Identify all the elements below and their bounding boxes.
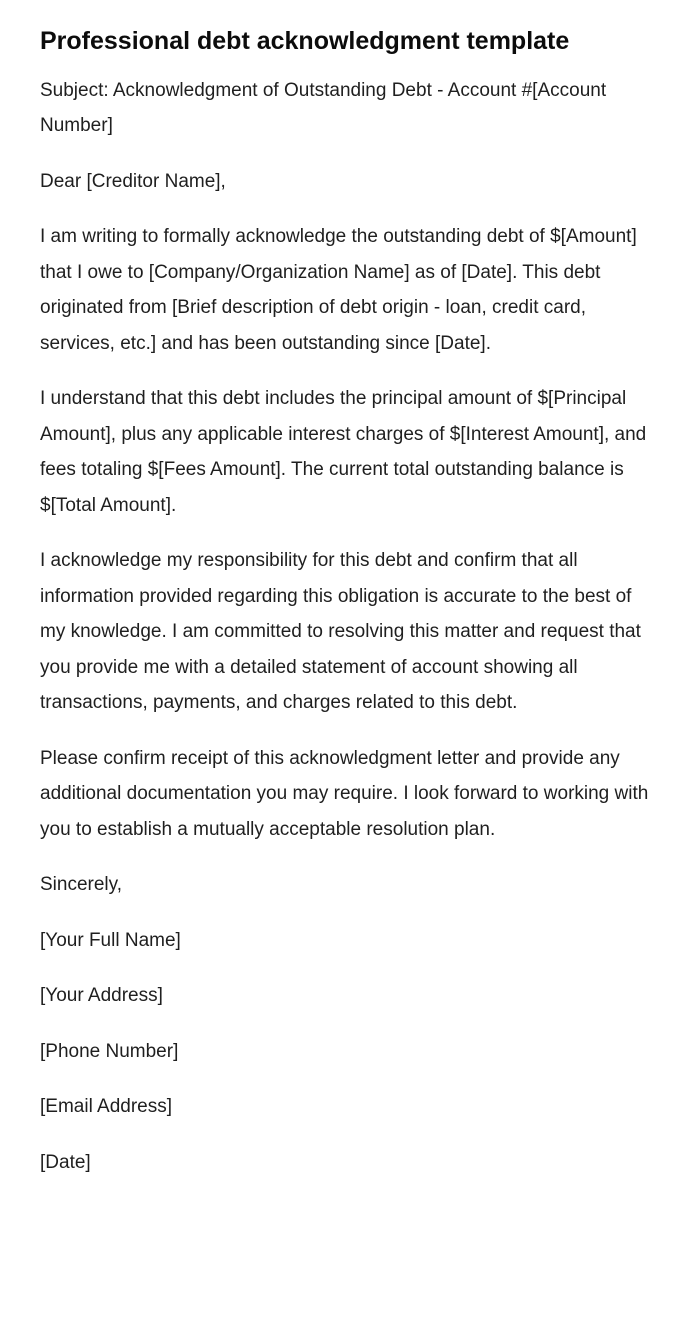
signature-phone-placeholder: [Phone Number] <box>40 1040 179 1062</box>
body-paragraph: I am writing to formally acknowledge the outstanding debt of $[Amount] that I owe to [Company/Organization Name] as of [Date]. This debt originated from [Brief description of debt origin - loan, credit card, services, etc.] and has been outstanding since [Date]. <box>40 226 637 354</box>
signature-date-placeholder: [Date] <box>40 1151 91 1173</box>
signature-name-placeholder: [Your Full Name] <box>40 929 181 951</box>
signature-email-placeholder: [Email Address] <box>40 1096 172 1117</box>
closing: Sincerely, <box>40 874 123 895</box>
subject-line: Subject: Acknowledgment of Outstanding Debt - Account #[Account Number] <box>40 79 607 136</box>
body-paragraph: I acknowledge my responsibility for this debt and confirm that all information provided regarding this obligation is accurate to the best of my knowledge. I am committed to resolving this matter and request that you provide me with a detailed statement of account showing all transactions, payments, and charges related to this debt. <box>40 550 641 713</box>
signature-address-placeholder: [Your Address] <box>40 985 163 1006</box>
page-title: Professional debt acknowledgment template <box>40 27 570 55</box>
body-paragraph: Please confirm receipt of this acknowledgment letter and provide any additional documentation you may require. I look forward to working with you to establish a mutually acceptable resolution plan. <box>40 747 649 840</box>
body-paragraph: I understand that this debt includes the principal amount of $[Principal Amount], plus any applicable interest charges of $[Interest Amount], and fees totaling $[Fees Amount]. The current total outstanding balance is $[Total Amount]. <box>40 388 647 516</box>
salutation: Dear [Creditor Name], <box>40 170 226 192</box>
